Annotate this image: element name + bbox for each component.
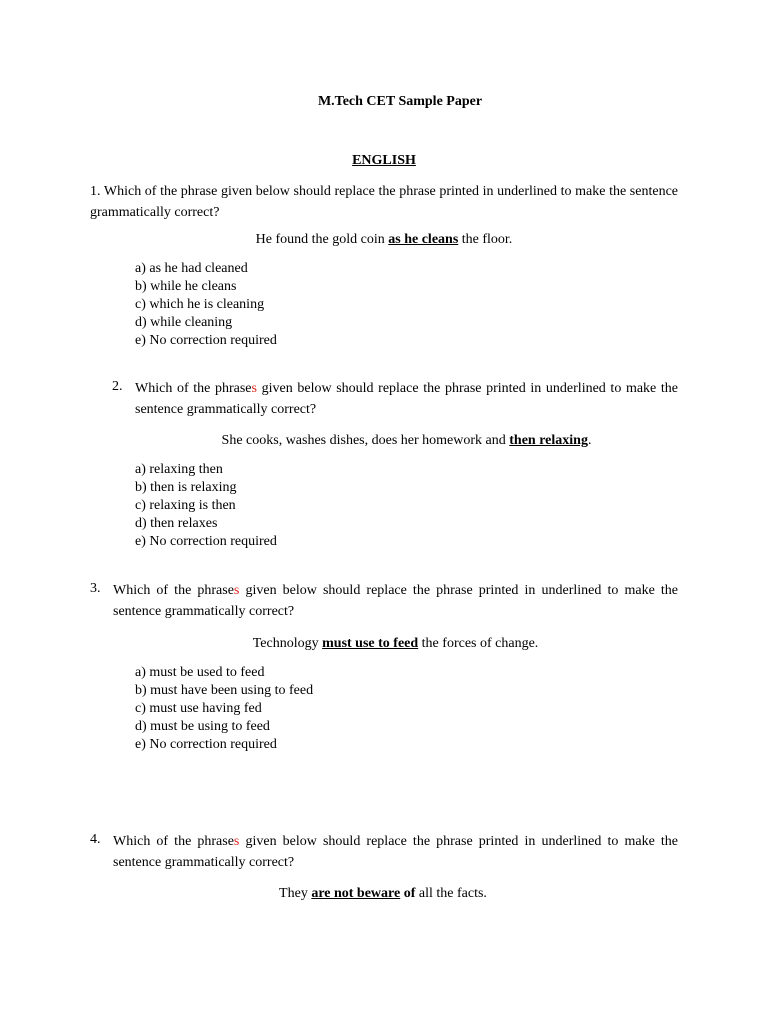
- sentence-text: all the facts.: [415, 886, 487, 901]
- highlighted-letter: s: [233, 583, 240, 598]
- question-number: 1.: [90, 184, 101, 199]
- option: b) while he cleans: [135, 279, 237, 294]
- page-title: M.Tech CET Sample Paper: [317, 94, 483, 109]
- sentence-text: the forces of change.: [418, 636, 539, 651]
- question-text: Which of the phrase given below should replace the phrase printed in underlined to make the sentence grammatically correct?: [90, 184, 679, 220]
- question-3-sentence: [113, 635, 678, 653]
- underlined-phrase: must use to feed: [322, 636, 419, 651]
- highlighted-letter: s: [251, 381, 257, 396]
- question-2-number: 2.: [112, 379, 123, 394]
- sentence-text: She cooks, washes dishes, does her homework and: [221, 433, 510, 448]
- underlined-phrase: are not beware: [311, 886, 401, 901]
- option: d) must be using to feed: [135, 719, 270, 734]
- question-text: Which of the phrase: [135, 381, 252, 396]
- sentence-text: the floor.: [458, 232, 513, 247]
- underlined-phrase: as he cleans: [388, 232, 459, 247]
- option: c) must use having fed: [135, 701, 262, 716]
- question-3-prompt: [113, 580, 678, 622]
- option: c) relaxing is then: [135, 498, 236, 513]
- option: a) as he had cleaned: [135, 261, 248, 276]
- option: c) which he is cleaning: [135, 297, 265, 312]
- option: a) relaxing then: [135, 462, 223, 477]
- question-text: given below should replace the phrase printed in underlined to make the sentence grammatically correct?: [113, 583, 678, 619]
- option: b) then is relaxing: [135, 480, 237, 495]
- option: b) must have been using to feed: [135, 683, 314, 698]
- question-text: Which of the phrase: [113, 583, 234, 598]
- question-2-options: [135, 461, 277, 551]
- question-2-prompt: [135, 378, 678, 420]
- bold-word: of: [400, 886, 416, 901]
- option: e) No correction required: [135, 333, 277, 348]
- question-4-prompt: [113, 831, 678, 873]
- sentence-text: Technology: [252, 636, 323, 651]
- option: e) No correction required: [135, 534, 277, 549]
- question-1-options: [135, 260, 277, 350]
- question-text: Which of the phrase: [113, 834, 234, 849]
- sentence-text: .: [587, 433, 592, 448]
- question-1-sentence: [90, 231, 678, 249]
- question-3-number: 3.: [90, 581, 101, 596]
- underlined-phrase: then relaxing: [509, 433, 588, 448]
- sentence-text: He found the gold coin: [255, 232, 389, 247]
- sentence-text: They: [279, 886, 312, 901]
- question-2-sentence: [135, 432, 678, 450]
- option: a) must be used to feed: [135, 665, 265, 680]
- question-1-prompt: [90, 181, 678, 223]
- highlighted-letter: s: [233, 834, 240, 849]
- question-4-sentence: [113, 885, 653, 903]
- question-3-options: [135, 664, 313, 754]
- question-text: given below should replace the phrase printed in underlined to make the sentence grammatically correct?: [113, 834, 678, 870]
- question-4-number: 4.: [90, 832, 101, 847]
- question-text: given below should replace the phrase printed in underlined to make the sentence grammatically correct?: [135, 381, 679, 417]
- section-heading: ENGLISH: [352, 153, 416, 168]
- option: e) No correction required: [135, 737, 277, 752]
- option: d) while cleaning: [135, 315, 233, 330]
- option: d) then relaxes: [135, 516, 218, 531]
